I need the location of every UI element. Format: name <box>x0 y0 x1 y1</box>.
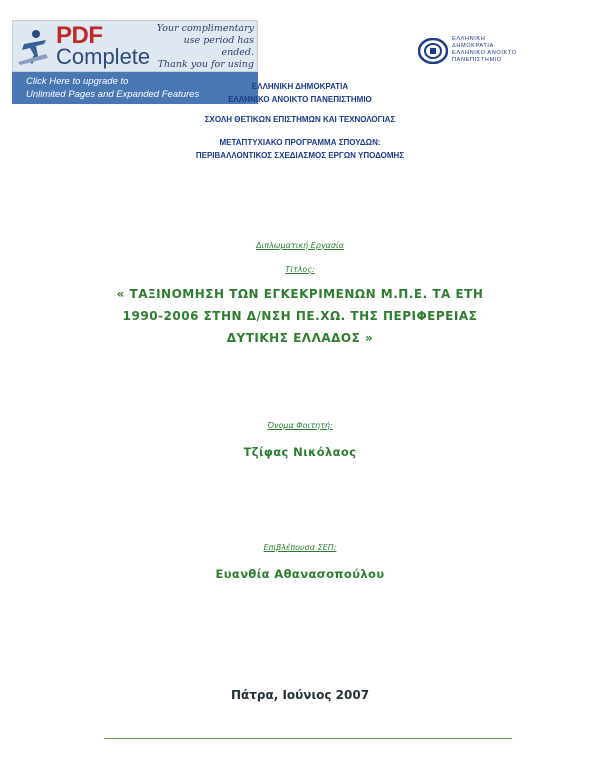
footer-divider <box>104 738 512 739</box>
supervisor-label: Επιβλέπουσα ΣΕΠ: <box>263 543 337 552</box>
banner-logo-pdf: PDF <box>56 22 103 49</box>
supervisor-name: Ευανθία Αθανασοπούλου <box>215 567 385 581</box>
banner-message-line: Your complimentary <box>156 23 254 34</box>
header-republic: ΕΛΛΗΝΙΚΗ ΔΗΜΟΚΡΑΤΙΑ <box>251 82 349 91</box>
logo-text-line: ΔΗΜΟΚΡΑΤΙΑ <box>452 43 494 49</box>
header-program: ΜΕΤΑΠΤΥΧΙΑΚΟ ΠΡΟΓΡΑΜΜΑ ΣΠΟΥΔΩΝ: <box>219 138 381 147</box>
banner-logo-complete: Complete <box>56 44 151 69</box>
thesis-title-line: ΔΥΤΙΚΗΣ ΕΛΛΑΔΟΣ » <box>226 331 374 345</box>
upgrade-link-line[interactable]: Click Here to upgrade to <box>26 76 129 87</box>
logo-text-line: ΕΛΛΗΝΙΚΗ <box>452 36 486 42</box>
logo-text-line: ΠΑΝΕΠΙΣΤΗΜΙΟ <box>452 57 502 63</box>
pdf-complete-banner[interactable] <box>12 20 258 104</box>
thesis-title <box>0 283 600 349</box>
thesis-type-label: Διπλωματική Εργασία <box>256 241 344 250</box>
header-program-name: ΠΕΡΙΒΑΛΛΟΝΤΙΚΟΣ ΣΧΕΔΙΑΣΜΟΣ ΕΡΓΩΝ ΥΠΟΔΟΜΗΣ <box>195 151 405 160</box>
university-logo-text <box>452 36 517 64</box>
student-label: Όνομα Φοιτητή: <box>267 421 333 430</box>
thesis-title-line: « ΤΑΞΙΝΟΜΗΣΗ ΤΩΝ ΕΓΚΕΚΡΙΜΕΝΩΝ Μ.Π.Ε. ΤΑ ΕΤΗ <box>116 287 484 301</box>
logo-text-line: ΕΛΛΗΝΙΚΟ ΑΝΟΙΚΤΟ <box>452 50 517 56</box>
upgrade-link-line[interactable]: Unlimited Pages and Expanded Features <box>26 89 200 100</box>
thesis-title-line: 1990-2006 ΣΤΗΝ Δ/ΝΣΗ ΠΕ.ΧΩ. ΤΗΣ ΠΕΡΙΦΕΡΕΙΑΣ <box>122 309 478 323</box>
place-date: Πάτρα, Ιούνιος 2007 <box>230 688 370 702</box>
header-university: ΕΛΛΗΝΙΚΟ ΑΝΟΙΚΤΟ ΠΑΝΕΠΙΣΤΗΜΙΟ <box>228 95 372 104</box>
eap-logo-icon <box>418 38 448 64</box>
student-name: Τζίφας Νικόλαος <box>243 445 357 459</box>
person-figure-icon <box>16 28 52 66</box>
banner-message-line: Thank you for using <box>157 59 254 70</box>
header-school: ΣΧΟΛΗ ΘΕΤΙΚΩΝ ΕΠΙΣΤΗΜΩΝ ΚΑΙ ΤΕΧΝΟΛΟΓΙΑΣ <box>204 115 396 124</box>
banner-message-line: use period has ended. <box>183 35 254 58</box>
university-logo <box>418 34 517 68</box>
title-label: Τίτλος: <box>285 265 315 274</box>
